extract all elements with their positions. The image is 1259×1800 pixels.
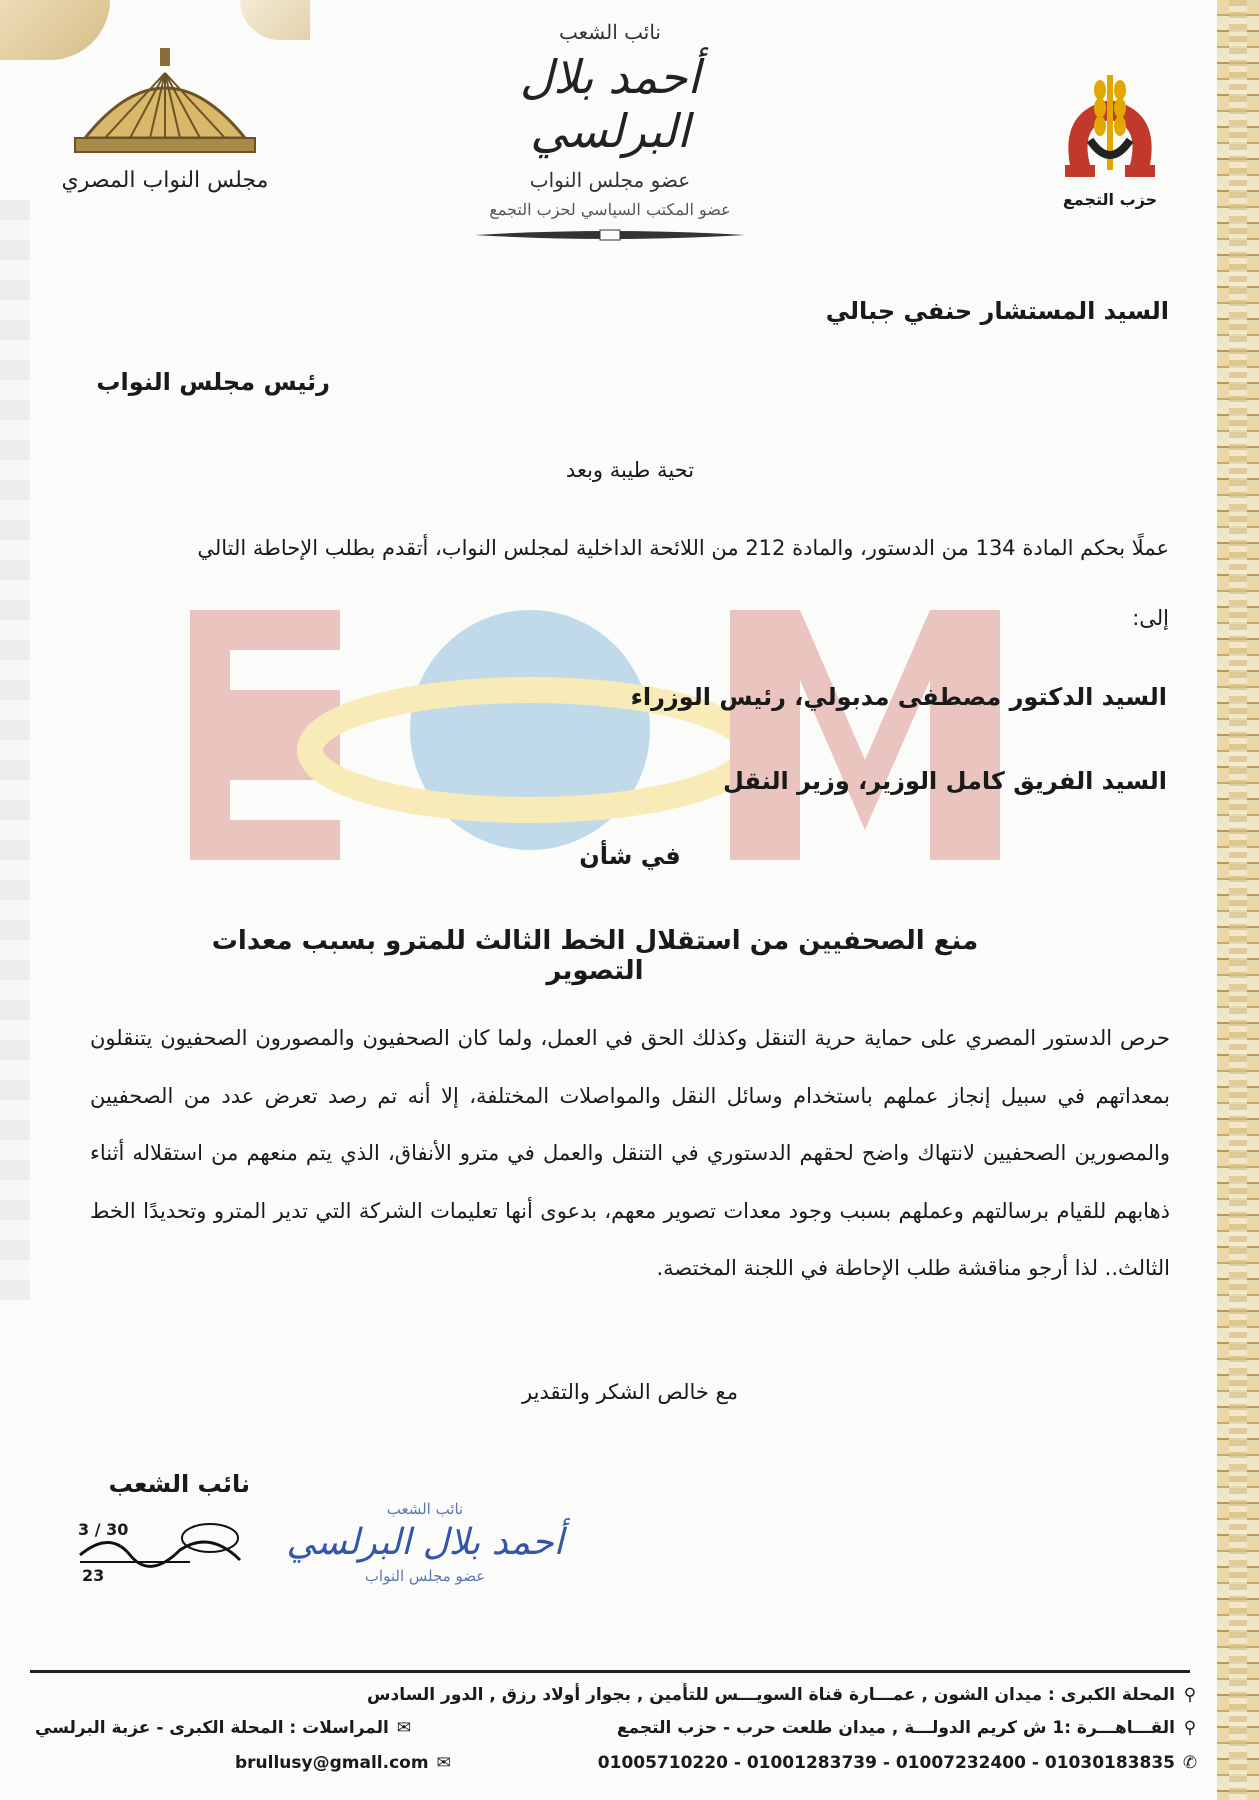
to-label: إلى: <box>1132 606 1169 630</box>
footer-phones: ✆01030183835 - 01007232400 - 01001283739 - 01005710220 <box>597 1753 1198 1773</box>
email-icon: ✉ <box>436 1753 451 1773</box>
mp-stamp <box>255 1500 595 1610</box>
party-caption: حزب التجمع <box>1062 190 1158 209</box>
intro-text: عملًا بحكم المادة 134 من الدستور، والمادة 212 من اللائحة الداخلية لمجلس النواب، أتقدم بطلب الإحاطة التالي <box>197 536 1169 560</box>
location-pin-icon: ⚲ <box>1183 1718 1197 1738</box>
addressee-title: رئيس مجلس النواب <box>96 368 330 396</box>
mp-name: أحمد بلال البرلسي <box>519 50 701 158</box>
ornament-divider <box>475 229 745 241</box>
body-paragraph: حرص الدستور المصري على حماية حرية التنقل وكذلك الحق في العمل، ولما كان الصحفيون والمصورون الصحفيون يتنقلون بمعداتهم في سبيل إنجاز عملهم باستخدام وسائل النقل والمواصلات المختلفة، إلا أنه تم رصد تعرض عدد من الصحفيين والمصورين الصحفيين لانتهاك واضح لحقهم الدستوري في التنقل والعمل في مترو الأنفاق، الذي يتم منعهم من استقلاله أثناء ذهابهم للقيام برسالتهم وعملهم بسبب وجود معدات تصوير معهم، بدعوى أنها تعليمات الشركة التي تدير المترو وتحديدًا الخط الثالث.. لذا أرجو مناقشة طلب الإحاطة في اللجنة المختصة. <box>90 1026 1170 1280</box>
letterhead <box>0 0 1259 250</box>
mail-box-icon: ✉ <box>396 1718 411 1738</box>
addressee-name: السيد المستشار حنفي جبالي <box>825 297 1169 325</box>
closing: مع خالص الشكر والتقدير <box>522 1380 738 1404</box>
mp-role: عضو مجلس النواب <box>529 168 691 192</box>
decorative-border <box>1217 0 1259 1800</box>
left-edge-pattern <box>0 200 30 1300</box>
handwritten-signature <box>70 1510 250 1590</box>
parliament-dome-icon <box>60 48 270 163</box>
location-pin-icon: ⚲ <box>1183 1685 1197 1705</box>
parliament-caption: مجلس النواب المصري <box>61 168 269 193</box>
signature-label: نائب الشعب <box>108 1470 250 1498</box>
stamp-role: عضو مجلس النواب <box>364 1567 486 1585</box>
subject-label: في شأن <box>579 842 681 870</box>
footer-address-cairo: ⚲القـــاهـــرة :1 ش كريم الدولـــة , ميدان طلعت حرب - حزب التجمع <box>617 1718 1199 1738</box>
greeting: تحية طيبة وبعد <box>565 458 695 482</box>
signature-date-top: 3 / 30 <box>78 1520 129 1539</box>
footer-email: ✉brullusy@gmall.com <box>235 1753 451 1773</box>
stamp-name: أحمد بلال البرلسي <box>286 1522 564 1563</box>
signature-date-bottom: 23 <box>82 1566 105 1585</box>
footer-divider <box>30 1670 1190 1673</box>
footer-correspondence: ✉المراسلات : المحلة الكبرى - عزبة البرلسي <box>35 1718 411 1738</box>
stamp-title: نائب الشعب <box>386 1500 464 1518</box>
phone-icon: ✆ <box>1182 1753 1198 1773</box>
parliament-logo <box>60 48 270 208</box>
footer-address-mahalla: ⚲المحلة الكبرى : ميدان الشون , عمـــارة قناة السويـــس للتأمين , بجوار أولاد رزق , الدور السادس <box>367 1685 1199 1705</box>
mp-title: نائب الشعب <box>558 20 661 44</box>
party-logo <box>1050 70 1170 220</box>
mp-party-role: عضو المكتب السياسي لحزب التجمع <box>489 200 731 219</box>
wheat-gear-icon <box>1055 70 1165 185</box>
mp-letterhead <box>440 20 780 240</box>
recipient-transport-minister: السيد الفريق كامل الوزير، وزير النقل <box>723 767 1167 795</box>
subject-title: منع الصحفيين من استقلال الخط الثالث للمترو بسبب معدات التصوير <box>211 926 979 986</box>
recipient-prime-minister: السيد الدكتور مصطفى مدبولي، رئيس الوزراء <box>630 683 1167 711</box>
